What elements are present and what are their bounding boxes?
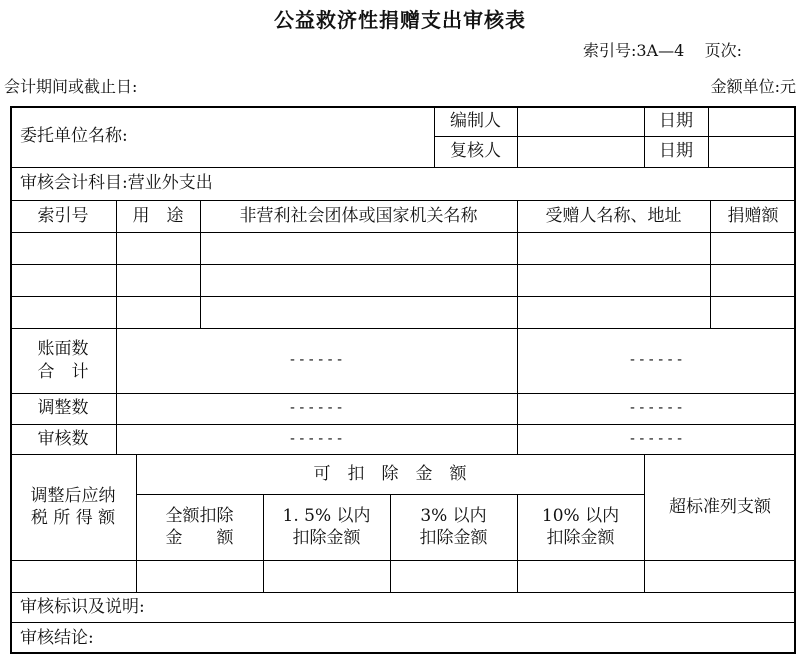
deduction-1-5-line1: 1. 5% 以内	[282, 505, 371, 526]
book-total-amount-dashes: ------	[628, 352, 685, 369]
audited-org-dashes: ------	[288, 430, 345, 447]
adjusted-taxable-income-label	[10, 454, 136, 560]
audit-account-label: 审核会计科目:营业外支出	[20, 173, 213, 194]
book-total-line1: 账面数	[37, 339, 89, 360]
form-title: 公益救济性捐赠支出审核表	[274, 8, 526, 32]
deduction-values-row[interactable]	[10, 560, 796, 592]
amount-unit-label: 金额单位:元	[710, 77, 796, 96]
reviewer-field[interactable]	[517, 136, 644, 167]
adjustment-amount-dashes: ------	[628, 400, 685, 417]
deduction-3-line2: 扣除金额	[419, 528, 488, 548]
deduction-3-percent-header	[390, 494, 517, 560]
excess-expense-label: 超标准列支额	[669, 496, 771, 517]
table-row[interactable]	[10, 232, 796, 264]
col-header-recipient: 受赠人名称、地址	[545, 205, 682, 226]
adjustment-label: 调整数	[37, 398, 89, 419]
preparer-label: 编制人	[450, 110, 501, 131]
deduction-10-line1: 10% 以内	[541, 505, 620, 526]
index-number-line	[583, 38, 742, 61]
reviewed-date-label: 日期	[659, 141, 693, 162]
prepared-date-field[interactable]	[708, 106, 796, 136]
col-header-index-no: 索引号	[37, 205, 89, 226]
table-row[interactable]	[10, 296, 796, 328]
book-total-org-dashes: ------	[288, 352, 345, 369]
audited-amount-dashes: ------	[628, 430, 685, 447]
deduction-1-5-percent-header	[263, 494, 390, 560]
col-header-amount: 捐赠额	[727, 205, 779, 226]
accounting-period-label: 会计期间或截止日:	[4, 77, 138, 96]
book-total-line2: 合 计	[37, 361, 89, 382]
prepared-date-label: 日期	[659, 110, 693, 131]
deduction-3-line1: 3% 以内	[420, 505, 487, 526]
reviewer-label: 复核人	[450, 141, 501, 162]
adjusted-income-line2: 税 所 得 额	[30, 508, 116, 528]
reviewed-date-field[interactable]	[708, 136, 796, 167]
full-deduction-line1: 全额扣除	[165, 505, 234, 526]
adjusted-income-line1: 调整后应纳	[30, 485, 116, 506]
audit-notes-label: 审核标识及说明:	[20, 596, 145, 617]
deduction-10-percent-header	[517, 494, 644, 560]
deduction-10-line2: 扣除金额	[546, 528, 615, 548]
col-header-org-name: 非营利社会团体或国家机关名称	[239, 205, 478, 226]
adjustment-org-dashes: ------	[288, 400, 345, 417]
page-number-label: 页次:	[704, 41, 742, 60]
deductible-amount-header: 可 扣 除 金 额	[313, 463, 467, 484]
full-deduction-line2: 金 额	[165, 528, 234, 548]
full-deduction-header	[136, 494, 263, 560]
client-name-label: 委托单位名称:	[20, 126, 128, 147]
table-row[interactable]	[10, 264, 796, 296]
deduction-1-5-line2: 扣除金额	[292, 528, 361, 548]
audit-conclusion-label: 审核结论:	[20, 627, 94, 648]
col-header-purpose: 用 途	[132, 205, 184, 226]
index-number: 索引号:3A—4	[582, 41, 685, 60]
audited-label: 审核数	[37, 428, 89, 449]
book-total-label	[10, 328, 116, 393]
preparer-field[interactable]	[517, 106, 644, 136]
audit-form-table	[10, 106, 796, 654]
